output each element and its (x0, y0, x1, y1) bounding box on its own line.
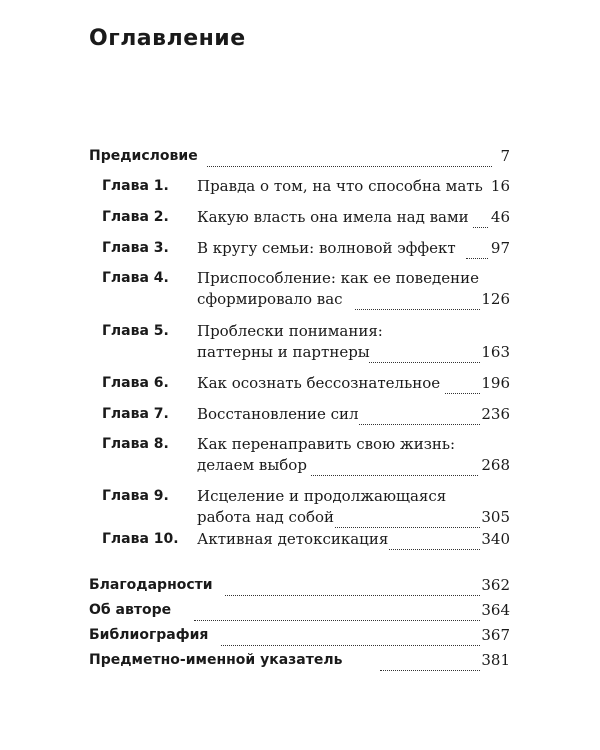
chapter-label: Глава 3. (102, 240, 169, 256)
dot-leader (311, 456, 478, 476)
chapter-title: Восстановление сил (197, 405, 359, 423)
entry-page: 236 (481, 405, 510, 423)
entry-page: 305 (481, 508, 510, 526)
toc-entry-acknowledgements[interactable] (89, 576, 510, 595)
dot-leader (369, 343, 480, 363)
chapter-title-line-2: работа над собой (197, 508, 335, 526)
dot-leader (207, 147, 492, 167)
chapter-label: Глава 5. (102, 323, 169, 339)
chapter-title-line-1: Исцеление и продолжающаяся (197, 487, 447, 505)
entry-label: Предметно-именной указатель (89, 652, 343, 668)
toc-entry-chapter-8[interactable] (89, 435, 510, 454)
entry-label: Об авторе (89, 602, 172, 618)
toc-entry-chapter-4[interactable] (89, 269, 510, 288)
chapter-title-line-2: делаем выбор (197, 456, 307, 474)
dot-leader (389, 530, 480, 550)
chapter-label: Глава 7. (102, 406, 169, 422)
chapter-label: Глава 8. (102, 436, 169, 452)
toc-entry-chapter-5-cont[interactable] (89, 343, 510, 362)
entry-label: Библиография (89, 627, 209, 643)
toc-entry-chapter-9-cont[interactable] (89, 508, 510, 527)
entry-page: 268 (481, 456, 510, 474)
entry-page: 163 (481, 343, 510, 361)
entry-page: 381 (481, 651, 510, 669)
toc-entry-chapter-2[interactable] (89, 208, 510, 227)
toc-entry-preface[interactable] (89, 147, 510, 166)
chapter-title: Как осознать бессознательное (197, 374, 441, 392)
entry-page: 367 (481, 626, 510, 644)
toc-entry-index[interactable] (89, 651, 510, 670)
toc-entry-about-author[interactable] (89, 601, 510, 620)
entry-page: 196 (481, 374, 510, 392)
entry-page: 364 (481, 601, 510, 619)
toc-entry-chapter-4-cont[interactable] (89, 290, 510, 309)
chapter-title: В кругу семьи: волновой эффект (197, 239, 456, 257)
toc-entry-chapter-9[interactable] (89, 487, 510, 506)
chapter-title: Какую власть она имела над вами (197, 208, 469, 226)
entry-label: Благодарности (89, 577, 213, 593)
toc-entry-chapter-6[interactable] (89, 374, 510, 393)
chapter-title-line-2: паттерны и партнеры (197, 343, 370, 361)
entry-page: 7 (500, 147, 510, 165)
toc-entry-chapter-8-cont[interactable] (89, 456, 510, 475)
chapter-title-line-1: Проблески понимания: (197, 322, 383, 340)
chapter-label: Глава 1. (102, 178, 169, 194)
toc-entry-chapter-1[interactable] (89, 177, 510, 196)
toc-entry-chapter-7[interactable] (89, 405, 510, 424)
entry-label: Предисловие (89, 148, 198, 164)
toc-entry-chapter-5[interactable] (89, 322, 510, 341)
chapter-label: Глава 10. (102, 531, 179, 547)
dot-leader (221, 626, 480, 646)
dot-leader (466, 239, 488, 259)
chapter-label: Глава 4. (102, 270, 169, 286)
chapter-title-line-2: сформировало вас (197, 290, 343, 308)
chapter-title-line-1: Приспособление: как ее поведение (197, 269, 479, 287)
dot-leader (359, 405, 480, 425)
dot-leader (445, 374, 480, 394)
toc-entry-chapter-3[interactable] (89, 239, 510, 258)
entry-page: 16 (490, 177, 510, 195)
entry-page: 340 (481, 530, 510, 548)
entry-page: 362 (481, 576, 510, 594)
entry-page: 126 (481, 290, 510, 308)
dot-leader (355, 290, 480, 310)
dot-leader (194, 601, 480, 621)
chapter-label: Глава 2. (102, 209, 169, 225)
dot-leader (225, 576, 480, 596)
entry-page: 97 (490, 239, 510, 257)
toc-entry-bibliography[interactable] (89, 626, 510, 645)
toc-entry-chapter-10[interactable] (89, 530, 510, 549)
dot-leader (335, 508, 480, 528)
page-title: Оглавление (89, 26, 246, 51)
chapter-label: Глава 6. (102, 375, 169, 391)
dot-leader (473, 208, 488, 228)
chapter-title: Правда о том, на что способна мать (197, 177, 483, 195)
chapter-title-line-1: Как перенаправить свою жизнь: (197, 435, 456, 453)
entry-page: 46 (490, 208, 510, 226)
chapter-title: Активная детоксикация (197, 530, 389, 548)
chapter-label: Глава 9. (102, 488, 169, 504)
dot-leader (380, 651, 480, 671)
